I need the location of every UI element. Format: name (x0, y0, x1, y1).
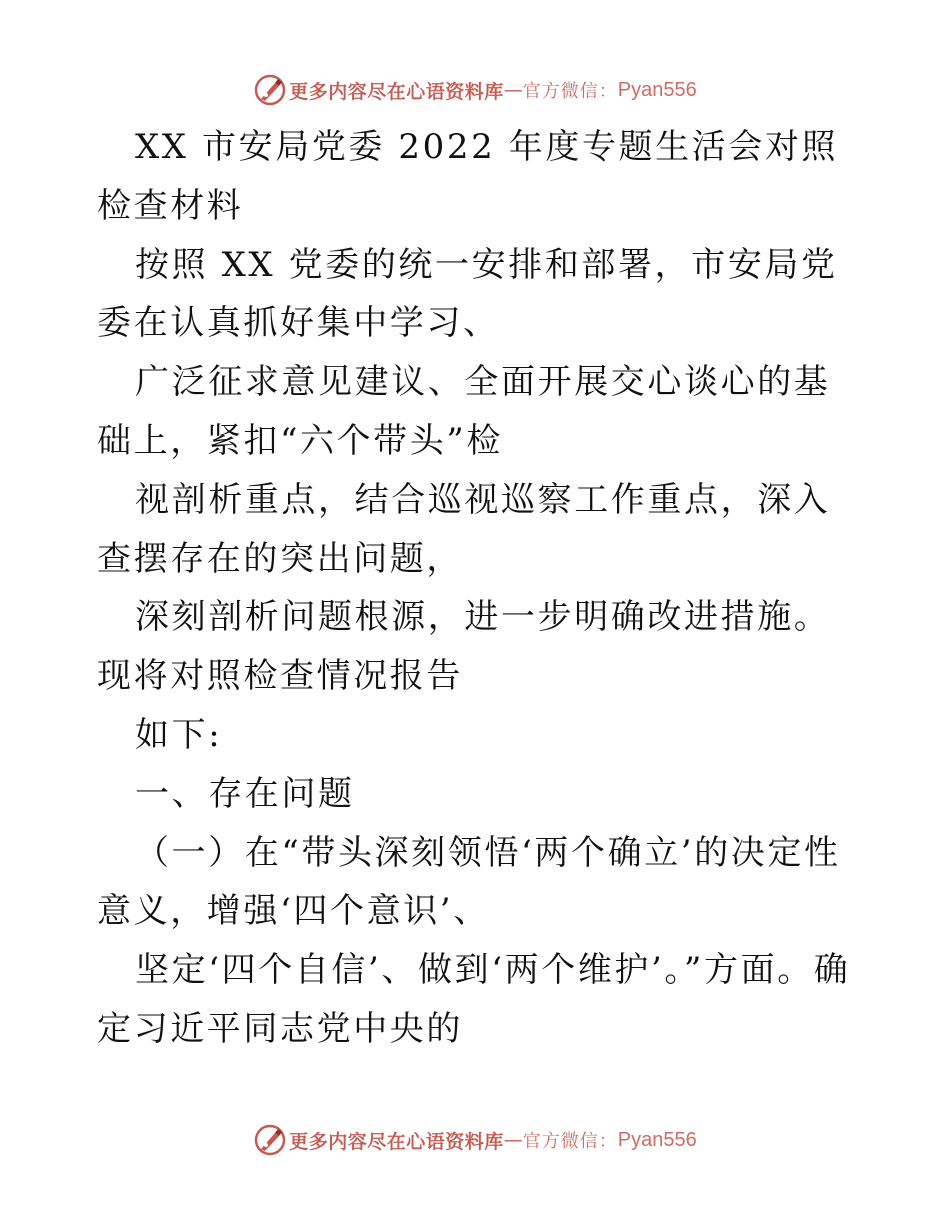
pen-logo-icon (253, 73, 287, 107)
document-body (97, 118, 857, 1059)
watermark-wechat-id: Pyan556 (617, 78, 697, 101)
watermark-text: 更多内容尽在心语资料库 (289, 1130, 504, 1153)
pen-logo-icon (253, 1123, 287, 1157)
watermark-footer (0, 1122, 950, 1158)
watermark-separator: — (503, 1129, 523, 1151)
watermark-header (0, 72, 950, 108)
watermark-subtitle: 官方微信： (522, 1131, 618, 1152)
watermark-text: 更多内容尽在心语资料库 (289, 80, 504, 103)
watermark-subtitle: 官方微信： (522, 81, 618, 102)
paragraph: 按照 XX 党委的统一安排和部署，市安局党委在认真抓好集中学习、 (97, 244, 838, 344)
document-title: XX 市安局党委 2022 年度专题生活会对照检查材料 (97, 127, 839, 226)
watermark-wechat-id: Pyan556 (617, 1128, 697, 1151)
paragraph: 如下: (135, 714, 223, 755)
paragraph: 坚定‘四个自信’、做到‘两个维护’。”方面。确定习近平同志党中央的 (97, 950, 851, 1049)
watermark-separator: — (503, 79, 523, 101)
paragraph: 广泛征求意见建议、全面开展交心谈心的基础上，紧扣“六个带头”检 (97, 362, 831, 461)
section-heading: 一、存在问题 (135, 773, 355, 814)
paragraph: （一）在“带头深刻领悟‘两个确立’的决定性意义，增强‘四个意识’、 (97, 832, 841, 932)
paragraph: 深刻剖析问题根源，进一步明确改进措施。现将对照检查情况报告 (97, 597, 831, 697)
paragraph: 视剖析重点，结合巡视巡察工作重点，深入查摆存在的突出问题， (97, 479, 831, 579)
